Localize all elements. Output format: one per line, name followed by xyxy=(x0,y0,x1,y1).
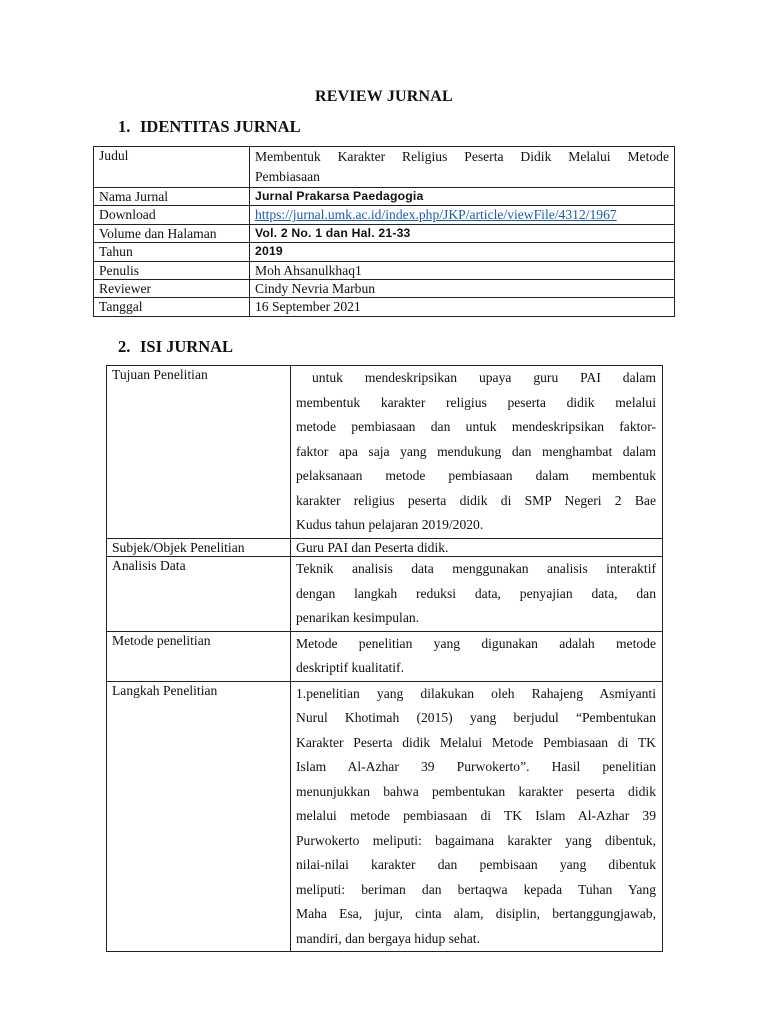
text-line: meliputi: beriman dan bertaqwa kepada Tuhan Yang xyxy=(296,881,656,897)
text-line: karakter religius peserta didik di SMP Negeri 2 Bae xyxy=(296,492,656,508)
content-table xyxy=(106,365,663,952)
subjek-label: Subjek/Objek Penelitian xyxy=(107,538,291,557)
langkah-text xyxy=(296,682,656,952)
text-line: menunjukkan bahwa pembentukan karakter peserta didik xyxy=(296,783,656,799)
section-title: IDENTITAS JURNAL xyxy=(140,117,301,136)
download-cell xyxy=(250,206,675,224)
table-row xyxy=(107,557,663,632)
text-line: Membentuk Karakter Religius Peserta Didik Melalui Metode xyxy=(255,149,669,164)
page-title: REVIEW JURNAL xyxy=(315,88,453,105)
text-line: membentuk karakter religius peserta didik melalui xyxy=(296,394,656,410)
text-line: mandiri, dan bergaya hidup sehat. xyxy=(296,930,480,946)
text-line: pelaksanaan metode pembiasaan dalam membentuk xyxy=(296,468,656,483)
tanggal-label: Tanggal xyxy=(94,298,250,316)
table-row xyxy=(94,243,675,261)
table-row xyxy=(94,280,675,298)
analisis-value xyxy=(291,557,663,632)
section-heading-identitas xyxy=(118,117,301,137)
table-row xyxy=(94,224,675,242)
volume-value: Vol. 2 No. 1 dan Hal. 21-33 xyxy=(250,224,675,242)
table-row xyxy=(94,206,675,224)
table-row xyxy=(107,681,663,952)
penulis-label: Penulis xyxy=(94,261,250,279)
text-line: Nurul Khotimah (2015) yang berjudul “Pembentukan xyxy=(296,710,656,726)
section-number: 1. xyxy=(118,117,131,136)
table-row xyxy=(94,147,675,188)
langkah-value xyxy=(291,681,663,952)
text-line: Kudus tahun pelajaran 2019/2020. xyxy=(296,517,484,532)
langkah-label: Langkah Penelitian xyxy=(107,681,291,952)
table-row xyxy=(94,298,675,316)
text-line: nilai-nilai karakter dan pembisaan yang dibentuk xyxy=(296,857,656,873)
tanggal-value: 16 September 2021 xyxy=(250,298,675,316)
text-line: dengan langkah reduksi data, penyajian data, dan xyxy=(296,585,656,601)
download-link[interactable]: https://jurnal.umk.ac.id/index.php/JKP/article/viewFile/4312/1967 xyxy=(255,207,617,223)
tujuan-label: Tujuan Penelitian xyxy=(107,366,291,539)
table-row xyxy=(107,366,663,539)
text-line: Metode penelitian yang digunakan adalah metode xyxy=(296,635,656,651)
metode-text xyxy=(296,632,656,681)
volume-label: Volume dan Halaman xyxy=(94,224,250,242)
metode-value xyxy=(291,631,663,681)
text-line: Islam Al-Azhar 39 Purwokerto”. Hasil penelitian xyxy=(296,759,656,775)
text-line: untuk mendeskripsikan upaya guru PAI dalam xyxy=(312,370,656,385)
table-row xyxy=(107,631,663,681)
text-line: Pembiasaan xyxy=(255,169,320,184)
reviewer-label: Reviewer xyxy=(94,280,250,298)
tujuan-text xyxy=(296,366,656,538)
text-line: Purwokerto meliputi: bagaimana karakter yang dibentuk, xyxy=(296,832,656,848)
download-label: Download xyxy=(94,206,250,224)
penulis-value: Moh Ahsanulkhaq1 xyxy=(250,261,675,279)
section-number: 2. xyxy=(118,337,131,356)
tahun-value: 2019 xyxy=(250,243,675,261)
reviewer-value: Cindy Nevria Marbun xyxy=(250,280,675,298)
section-heading-isi xyxy=(118,337,233,357)
judul-label: Judul xyxy=(94,147,250,188)
analisis-label: Analisis Data xyxy=(107,557,291,632)
text-line: Teknik analisis data menggunakan analisis interaktif xyxy=(296,561,656,577)
text-line: melalui metode pembiasaan di TK Islam Al-Azhar 39 xyxy=(296,808,656,824)
table-row xyxy=(107,538,663,557)
text-line: 1.penelitian yang dilakukan oleh Rahajeng Asmiyanti xyxy=(296,685,656,701)
identity-table xyxy=(93,146,675,317)
text-line: deskriptif kualitatif. xyxy=(296,660,404,676)
metode-label: Metode penelitian xyxy=(107,631,291,681)
text-line: faktor apa saja yang mendukung dan menghambat dalam xyxy=(296,443,656,459)
text-line: Karakter Peserta didik Melalui Metode Pembiasaan di TK xyxy=(296,734,656,750)
nama-jurnal-value: Jurnal Prakarsa Paedagogia xyxy=(250,188,675,206)
tahun-label: Tahun xyxy=(94,243,250,261)
analisis-text xyxy=(296,557,656,631)
text-line: penarikan kesimpulan. xyxy=(296,610,420,626)
nama-jurnal-label: Nama Jurnal xyxy=(94,188,250,206)
table-row xyxy=(94,188,675,206)
tujuan-value xyxy=(291,366,663,539)
text-line: Maha Esa, jujur, cinta alam, disiplin, bertanggungjawab, xyxy=(296,906,656,922)
section-title: ISI JURNAL xyxy=(140,337,234,356)
judul-text xyxy=(255,147,669,187)
subjek-value: Guru PAI dan Peserta didik. xyxy=(291,538,663,557)
judul-value xyxy=(250,147,675,188)
table-row xyxy=(94,261,675,279)
text-line: metode pembiasaan dan untuk mendeskripsikan faktor- xyxy=(296,419,656,434)
